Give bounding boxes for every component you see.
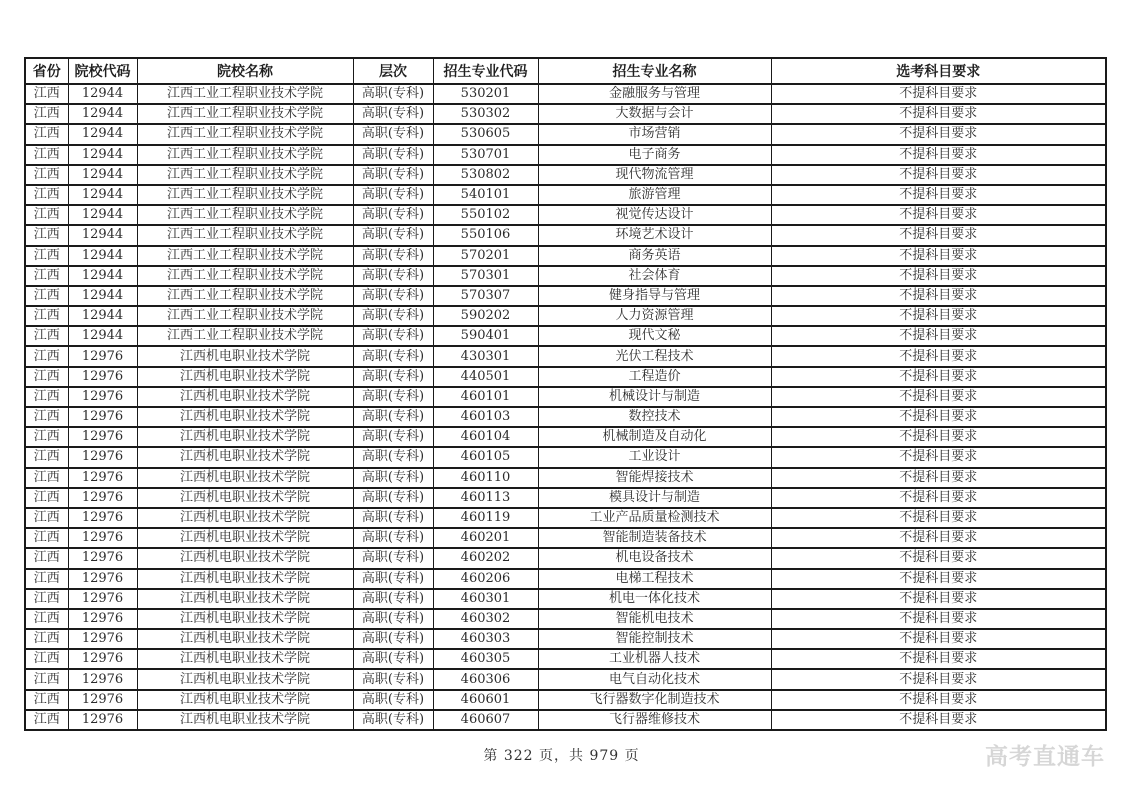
cell-major-code: 430301 bbox=[433, 346, 538, 366]
cell-college-code: 12976 bbox=[68, 609, 137, 629]
cell-level: 高职(专科) bbox=[353, 488, 433, 508]
cell-major-code: 590202 bbox=[433, 306, 538, 326]
cell-major-code: 550106 bbox=[433, 225, 538, 245]
cell-major-code: 460113 bbox=[433, 488, 538, 508]
cell-subject-requirements: 不提科目要求 bbox=[771, 266, 1106, 286]
table-row bbox=[25, 649, 1106, 669]
table-row bbox=[25, 468, 1106, 488]
table-row bbox=[25, 548, 1106, 568]
cell-college-name: 江西工业工程职业技术学院 bbox=[137, 286, 353, 306]
cell-college-code: 12944 bbox=[68, 326, 137, 346]
table-row bbox=[25, 387, 1106, 407]
table-row bbox=[25, 629, 1106, 649]
cell-subject-requirements: 不提科目要求 bbox=[771, 346, 1106, 366]
cell-province: 江西 bbox=[25, 468, 68, 488]
cell-province: 江西 bbox=[25, 346, 68, 366]
table-row bbox=[25, 690, 1106, 710]
cell-province: 江西 bbox=[25, 387, 68, 407]
cell-major-name: 智能制造装备技术 bbox=[538, 528, 771, 548]
table-row bbox=[25, 286, 1106, 306]
cell-level: 高职(专科) bbox=[353, 609, 433, 629]
cell-college-code: 12944 bbox=[68, 124, 137, 144]
cell-college-name: 江西机电职业技术学院 bbox=[137, 407, 353, 427]
cell-major-name: 模具设计与制造 bbox=[538, 488, 771, 508]
cell-college-code: 12944 bbox=[68, 225, 137, 245]
cell-subject-requirements: 不提科目要求 bbox=[771, 246, 1106, 266]
cell-major-code: 460301 bbox=[433, 589, 538, 609]
cell-college-code: 12944 bbox=[68, 266, 137, 286]
cell-subject-requirements: 不提科目要求 bbox=[771, 427, 1106, 447]
cell-province: 江西 bbox=[25, 205, 68, 225]
cell-college-code: 12976 bbox=[68, 427, 137, 447]
cell-level: 高职(专科) bbox=[353, 427, 433, 447]
cell-province: 江西 bbox=[25, 225, 68, 245]
table-row bbox=[25, 306, 1106, 326]
cell-province: 江西 bbox=[25, 286, 68, 306]
cell-college-name: 江西机电职业技术学院 bbox=[137, 690, 353, 710]
cell-major-code: 460206 bbox=[433, 569, 538, 589]
cell-major-code: 460302 bbox=[433, 609, 538, 629]
cell-level: 高职(专科) bbox=[353, 629, 433, 649]
cell-province: 江西 bbox=[25, 104, 68, 124]
cell-college-code: 12976 bbox=[68, 589, 137, 609]
cell-college-code: 12976 bbox=[68, 468, 137, 488]
cell-level: 高职(专科) bbox=[353, 326, 433, 346]
cell-college-name: 江西工业工程职业技术学院 bbox=[137, 326, 353, 346]
cell-level: 高职(专科) bbox=[353, 266, 433, 286]
cell-major-code: 590401 bbox=[433, 326, 538, 346]
cell-major-name: 工业产品质量检测技术 bbox=[538, 508, 771, 528]
cell-major-name: 飞行器数字化制造技术 bbox=[538, 690, 771, 710]
cell-province: 江西 bbox=[25, 246, 68, 266]
cell-level: 高职(专科) bbox=[353, 649, 433, 669]
cell-college-name: 江西工业工程职业技术学院 bbox=[137, 84, 353, 104]
cell-major-name: 旅游管理 bbox=[538, 185, 771, 205]
column-header-college-name: 院校名称 bbox=[137, 58, 353, 84]
cell-level: 高职(专科) bbox=[353, 447, 433, 467]
cell-province: 江西 bbox=[25, 185, 68, 205]
cell-college-code: 12976 bbox=[68, 508, 137, 528]
cell-province: 江西 bbox=[25, 548, 68, 568]
cell-major-name: 工业设计 bbox=[538, 447, 771, 467]
cell-level: 高职(专科) bbox=[353, 548, 433, 568]
cell-level: 高职(专科) bbox=[353, 124, 433, 144]
cell-major-name: 市场营销 bbox=[538, 124, 771, 144]
cell-subject-requirements: 不提科目要求 bbox=[771, 447, 1106, 467]
admission-majors-table bbox=[24, 57, 1107, 731]
cell-province: 江西 bbox=[25, 649, 68, 669]
cell-major-name: 人力资源管理 bbox=[538, 306, 771, 326]
cell-province: 江西 bbox=[25, 669, 68, 689]
column-header-subject-requirements: 选考科目要求 bbox=[771, 58, 1106, 84]
cell-level: 高职(专科) bbox=[353, 690, 433, 710]
cell-subject-requirements: 不提科目要求 bbox=[771, 569, 1106, 589]
cell-major-code: 530802 bbox=[433, 165, 538, 185]
cell-level: 高职(专科) bbox=[353, 669, 433, 689]
cell-level: 高职(专科) bbox=[353, 569, 433, 589]
cell-major-name: 工程造价 bbox=[538, 367, 771, 387]
cell-province: 江西 bbox=[25, 589, 68, 609]
cell-subject-requirements: 不提科目要求 bbox=[771, 165, 1106, 185]
cell-major-name: 数控技术 bbox=[538, 407, 771, 427]
cell-subject-requirements: 不提科目要求 bbox=[771, 468, 1106, 488]
page-number-info: 第 322 页，共 979 页 bbox=[483, 748, 640, 764]
cell-major-name: 现代文秘 bbox=[538, 326, 771, 346]
cell-major-code: 460105 bbox=[433, 447, 538, 467]
cell-level: 高职(专科) bbox=[353, 589, 433, 609]
table-row bbox=[25, 124, 1106, 144]
cell-major-code: 530302 bbox=[433, 104, 538, 124]
cell-major-code: 540101 bbox=[433, 185, 538, 205]
column-header-college-code: 院校代码 bbox=[68, 58, 137, 84]
cell-subject-requirements: 不提科目要求 bbox=[771, 649, 1106, 669]
cell-college-code: 12976 bbox=[68, 407, 137, 427]
cell-province: 江西 bbox=[25, 306, 68, 326]
cell-level: 高职(专科) bbox=[353, 710, 433, 730]
cell-major-name: 智能焊接技术 bbox=[538, 468, 771, 488]
cell-level: 高职(专科) bbox=[353, 145, 433, 165]
cell-major-code: 460303 bbox=[433, 629, 538, 649]
table-row bbox=[25, 488, 1106, 508]
cell-major-code: 440501 bbox=[433, 367, 538, 387]
cell-level: 高职(专科) bbox=[353, 165, 433, 185]
cell-subject-requirements: 不提科目要求 bbox=[771, 609, 1106, 629]
table-row bbox=[25, 326, 1106, 346]
cell-college-name: 江西机电职业技术学院 bbox=[137, 367, 353, 387]
table-row bbox=[25, 427, 1106, 447]
cell-level: 高职(专科) bbox=[353, 367, 433, 387]
cell-province: 江西 bbox=[25, 266, 68, 286]
cell-subject-requirements: 不提科目要求 bbox=[771, 104, 1106, 124]
cell-college-code: 12976 bbox=[68, 690, 137, 710]
cell-level: 高职(专科) bbox=[353, 508, 433, 528]
cell-major-name: 金融服务与管理 bbox=[538, 84, 771, 104]
cell-college-code: 12976 bbox=[68, 669, 137, 689]
table-row bbox=[25, 447, 1106, 467]
table-row bbox=[25, 669, 1106, 689]
column-header-province: 省份 bbox=[25, 58, 68, 84]
column-header-major-name: 招生专业名称 bbox=[538, 58, 771, 84]
table-row bbox=[25, 367, 1106, 387]
cell-major-code: 460601 bbox=[433, 690, 538, 710]
cell-college-name: 江西机电职业技术学院 bbox=[137, 447, 353, 467]
cell-college-name: 江西机电职业技术学院 bbox=[137, 629, 353, 649]
cell-major-name: 机电设备技术 bbox=[538, 548, 771, 568]
cell-college-code: 12976 bbox=[68, 548, 137, 568]
cell-level: 高职(专科) bbox=[353, 205, 433, 225]
table-row bbox=[25, 104, 1106, 124]
cell-college-code: 12944 bbox=[68, 306, 137, 326]
cell-college-code: 12976 bbox=[68, 346, 137, 366]
cell-province: 江西 bbox=[25, 124, 68, 144]
cell-subject-requirements: 不提科目要求 bbox=[771, 306, 1106, 326]
cell-level: 高职(专科) bbox=[353, 286, 433, 306]
column-header-major-code: 招生专业代码 bbox=[433, 58, 538, 84]
cell-college-name: 江西工业工程职业技术学院 bbox=[137, 306, 353, 326]
cell-subject-requirements: 不提科目要求 bbox=[771, 225, 1106, 245]
cell-college-name: 江西机电职业技术学院 bbox=[137, 569, 353, 589]
cell-college-code: 12944 bbox=[68, 286, 137, 306]
cell-level: 高职(专科) bbox=[353, 346, 433, 366]
cell-province: 江西 bbox=[25, 427, 68, 447]
cell-college-code: 12976 bbox=[68, 569, 137, 589]
cell-subject-requirements: 不提科目要求 bbox=[771, 629, 1106, 649]
table-row bbox=[25, 165, 1106, 185]
cell-major-name: 环境艺术设计 bbox=[538, 225, 771, 245]
table-row bbox=[25, 508, 1106, 528]
table-header-row bbox=[25, 58, 1106, 84]
cell-province: 江西 bbox=[25, 710, 68, 730]
cell-college-name: 江西机电职业技术学院 bbox=[137, 589, 353, 609]
cell-subject-requirements: 不提科目要求 bbox=[771, 690, 1106, 710]
cell-major-name: 电子商务 bbox=[538, 145, 771, 165]
cell-college-code: 12944 bbox=[68, 185, 137, 205]
cell-subject-requirements: 不提科目要求 bbox=[771, 84, 1106, 104]
cell-major-name: 电梯工程技术 bbox=[538, 569, 771, 589]
cell-college-name: 江西工业工程职业技术学院 bbox=[137, 205, 353, 225]
cell-subject-requirements: 不提科目要求 bbox=[771, 508, 1106, 528]
cell-subject-requirements: 不提科目要求 bbox=[771, 367, 1106, 387]
cell-college-code: 12976 bbox=[68, 649, 137, 669]
cell-college-code: 12976 bbox=[68, 710, 137, 730]
cell-subject-requirements: 不提科目要求 bbox=[771, 589, 1106, 609]
cell-college-name: 江西机电职业技术学院 bbox=[137, 468, 353, 488]
cell-major-code: 460607 bbox=[433, 710, 538, 730]
cell-major-name: 大数据与会计 bbox=[538, 104, 771, 124]
cell-college-code: 12944 bbox=[68, 104, 137, 124]
cell-major-code: 460202 bbox=[433, 548, 538, 568]
table-row bbox=[25, 609, 1106, 629]
cell-college-code: 12976 bbox=[68, 367, 137, 387]
cell-major-name: 工业机器人技术 bbox=[538, 649, 771, 669]
cell-college-code: 12976 bbox=[68, 447, 137, 467]
cell-major-code: 460201 bbox=[433, 528, 538, 548]
cell-major-name: 飞行器维修技术 bbox=[538, 710, 771, 730]
cell-major-code: 460104 bbox=[433, 427, 538, 447]
cell-major-name: 机械设计与制造 bbox=[538, 387, 771, 407]
cell-college-name: 江西工业工程职业技术学院 bbox=[137, 266, 353, 286]
cell-province: 江西 bbox=[25, 447, 68, 467]
cell-subject-requirements: 不提科目要求 bbox=[771, 528, 1106, 548]
cell-level: 高职(专科) bbox=[353, 528, 433, 548]
cell-major-code: 460101 bbox=[433, 387, 538, 407]
cell-college-name: 江西机电职业技术学院 bbox=[137, 427, 353, 447]
cell-level: 高职(专科) bbox=[353, 225, 433, 245]
cell-college-name: 江西机电职业技术学院 bbox=[137, 649, 353, 669]
cell-province: 江西 bbox=[25, 488, 68, 508]
cell-province: 江西 bbox=[25, 165, 68, 185]
cell-subject-requirements: 不提科目要求 bbox=[771, 387, 1106, 407]
cell-major-name: 机械制造及自动化 bbox=[538, 427, 771, 447]
cell-major-code: 570307 bbox=[433, 286, 538, 306]
cell-college-code: 12944 bbox=[68, 84, 137, 104]
cell-province: 江西 bbox=[25, 569, 68, 589]
cell-province: 江西 bbox=[25, 629, 68, 649]
cell-level: 高职(专科) bbox=[353, 306, 433, 326]
cell-college-code: 12944 bbox=[68, 205, 137, 225]
cell-college-name: 江西工业工程职业技术学院 bbox=[137, 124, 353, 144]
cell-college-name: 江西机电职业技术学院 bbox=[137, 387, 353, 407]
cell-level: 高职(专科) bbox=[353, 407, 433, 427]
column-header-level: 层次 bbox=[353, 58, 433, 84]
cell-major-code: 570301 bbox=[433, 266, 538, 286]
table-row bbox=[25, 346, 1106, 366]
cell-level: 高职(专科) bbox=[353, 104, 433, 124]
cell-province: 江西 bbox=[25, 528, 68, 548]
cell-major-code: 570201 bbox=[433, 246, 538, 266]
cell-college-name: 江西工业工程职业技术学院 bbox=[137, 145, 353, 165]
cell-major-code: 460103 bbox=[433, 407, 538, 427]
cell-province: 江西 bbox=[25, 690, 68, 710]
cell-subject-requirements: 不提科目要求 bbox=[771, 407, 1106, 427]
cell-major-name: 电气自动化技术 bbox=[538, 669, 771, 689]
cell-college-code: 12976 bbox=[68, 488, 137, 508]
cell-college-code: 12976 bbox=[68, 629, 137, 649]
cell-level: 高职(专科) bbox=[353, 246, 433, 266]
cell-province: 江西 bbox=[25, 326, 68, 346]
cell-province: 江西 bbox=[25, 84, 68, 104]
table-row bbox=[25, 84, 1106, 104]
cell-province: 江西 bbox=[25, 508, 68, 528]
table-row bbox=[25, 205, 1106, 225]
cell-level: 高职(专科) bbox=[353, 468, 433, 488]
cell-province: 江西 bbox=[25, 407, 68, 427]
cell-subject-requirements: 不提科目要求 bbox=[771, 488, 1106, 508]
cell-college-code: 12976 bbox=[68, 528, 137, 548]
cell-major-code: 460306 bbox=[433, 669, 538, 689]
table-row bbox=[25, 266, 1106, 286]
cell-major-code: 460119 bbox=[433, 508, 538, 528]
cell-major-name: 智能控制技术 bbox=[538, 629, 771, 649]
cell-college-name: 江西机电职业技术学院 bbox=[137, 346, 353, 366]
table-row bbox=[25, 225, 1106, 245]
cell-subject-requirements: 不提科目要求 bbox=[771, 286, 1106, 306]
cell-subject-requirements: 不提科目要求 bbox=[771, 185, 1106, 205]
cell-level: 高职(专科) bbox=[353, 185, 433, 205]
cell-major-name: 现代物流管理 bbox=[538, 165, 771, 185]
cell-major-name: 商务英语 bbox=[538, 246, 771, 266]
cell-college-name: 江西工业工程职业技术学院 bbox=[137, 225, 353, 245]
table-row bbox=[25, 246, 1106, 266]
cell-college-name: 江西机电职业技术学院 bbox=[137, 669, 353, 689]
cell-major-code: 530201 bbox=[433, 84, 538, 104]
watermark: 高考直通车 bbox=[985, 743, 1105, 770]
cell-college-code: 12944 bbox=[68, 145, 137, 165]
cell-subject-requirements: 不提科目要求 bbox=[771, 205, 1106, 225]
cell-college-name: 江西机电职业技术学院 bbox=[137, 710, 353, 730]
cell-college-name: 江西机电职业技术学院 bbox=[137, 609, 353, 629]
cell-level: 高职(专科) bbox=[353, 387, 433, 407]
cell-province: 江西 bbox=[25, 609, 68, 629]
cell-college-name: 江西工业工程职业技术学院 bbox=[137, 185, 353, 205]
cell-college-code: 12976 bbox=[68, 387, 137, 407]
cell-major-name: 光伏工程技术 bbox=[538, 346, 771, 366]
cell-college-name: 江西机电职业技术学院 bbox=[137, 548, 353, 568]
cell-major-code: 460305 bbox=[433, 649, 538, 669]
table-body bbox=[25, 84, 1106, 730]
cell-subject-requirements: 不提科目要求 bbox=[771, 548, 1106, 568]
cell-major-name: 视觉传达设计 bbox=[538, 205, 771, 225]
table-row bbox=[25, 589, 1106, 609]
cell-college-code: 12944 bbox=[68, 165, 137, 185]
cell-subject-requirements: 不提科目要求 bbox=[771, 669, 1106, 689]
cell-subject-requirements: 不提科目要求 bbox=[771, 710, 1106, 730]
cell-college-name: 江西工业工程职业技术学院 bbox=[137, 104, 353, 124]
cell-college-name: 江西工业工程职业技术学院 bbox=[137, 165, 353, 185]
table-row bbox=[25, 569, 1106, 589]
cell-level: 高职(专科) bbox=[353, 84, 433, 104]
cell-major-name: 健身指导与管理 bbox=[538, 286, 771, 306]
cell-subject-requirements: 不提科目要求 bbox=[771, 124, 1106, 144]
cell-subject-requirements: 不提科目要求 bbox=[771, 145, 1106, 165]
cell-college-name: 江西工业工程职业技术学院 bbox=[137, 246, 353, 266]
cell-major-name: 机电一体化技术 bbox=[538, 589, 771, 609]
cell-major-code: 530605 bbox=[433, 124, 538, 144]
cell-province: 江西 bbox=[25, 367, 68, 387]
cell-major-name: 社会体育 bbox=[538, 266, 771, 286]
cell-major-code: 460110 bbox=[433, 468, 538, 488]
cell-major-name: 智能机电技术 bbox=[538, 609, 771, 629]
cell-college-name: 江西机电职业技术学院 bbox=[137, 528, 353, 548]
cell-major-code: 530701 bbox=[433, 145, 538, 165]
table-row bbox=[25, 185, 1106, 205]
table-row bbox=[25, 528, 1106, 548]
cell-college-name: 江西机电职业技术学院 bbox=[137, 488, 353, 508]
table-row bbox=[25, 145, 1106, 165]
cell-province: 江西 bbox=[25, 145, 68, 165]
cell-college-name: 江西机电职业技术学院 bbox=[137, 508, 353, 528]
table-row bbox=[25, 710, 1106, 730]
cell-major-code: 550102 bbox=[433, 205, 538, 225]
cell-subject-requirements: 不提科目要求 bbox=[771, 326, 1106, 346]
cell-college-code: 12944 bbox=[68, 246, 137, 266]
table-row bbox=[25, 407, 1106, 427]
